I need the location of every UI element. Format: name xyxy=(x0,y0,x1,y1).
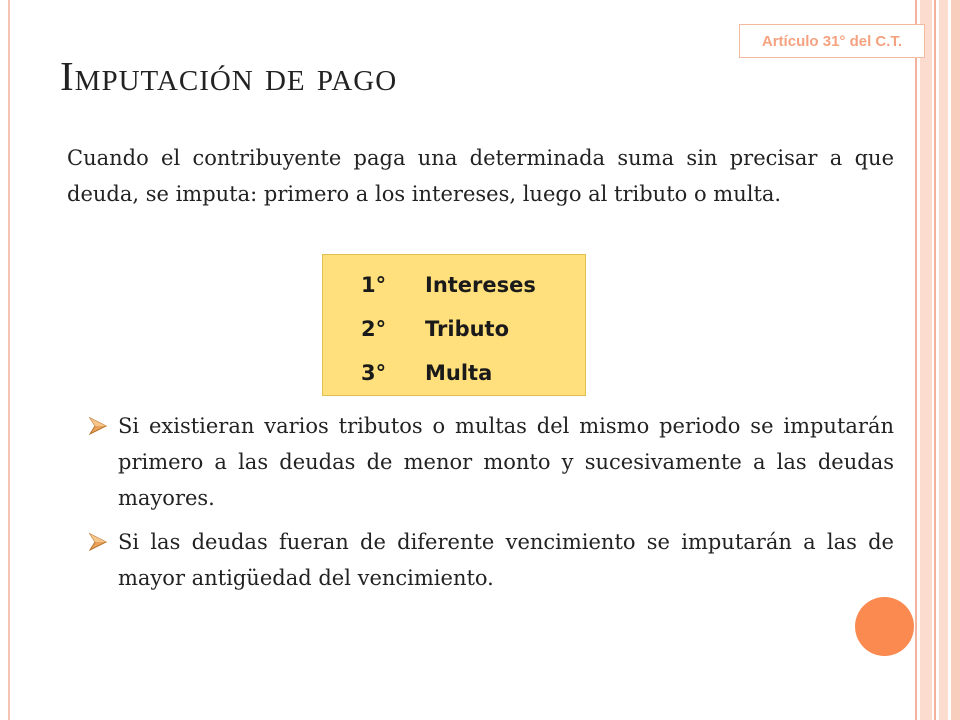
bullet-text: Si las deudas fueran de diferente vencimiento se imputarán a las de mayor antigüedad del vencimiento. xyxy=(118,530,894,590)
decorative-stripes xyxy=(915,0,960,720)
intro-paragraph: Cuando el contribuyente paga una determinada suma sin precisar a que deuda, se imputa: primero a los intereses, luego al tributo o multa. xyxy=(67,146,894,206)
priority-label: Tributo xyxy=(425,317,510,341)
priority-box xyxy=(322,254,586,396)
left-border-line xyxy=(8,0,10,720)
bullet-item xyxy=(86,524,894,596)
arrow-bullet-icon xyxy=(88,416,108,436)
priority-rank: 1° xyxy=(361,273,387,297)
priority-row xyxy=(323,351,585,395)
priority-row xyxy=(323,263,585,307)
priority-rank: 2° xyxy=(361,317,387,341)
stripe xyxy=(934,0,936,720)
priority-label: Multa xyxy=(425,361,493,385)
stripe xyxy=(951,0,960,720)
bullet-item xyxy=(86,408,894,516)
bullet-text: Si existieran varios tributos o multas del mismo periodo se imputarán primero a las deudas de menor monto y sucesivamente a las deudas mayores. xyxy=(118,414,894,510)
article-reference-badge: Artículo 31° del C.T. xyxy=(739,24,925,58)
slide-title: Imputación de pago xyxy=(60,53,398,99)
bullet-list xyxy=(86,408,894,604)
decorative-circle xyxy=(855,597,914,656)
priority-label: Intereses xyxy=(425,273,536,297)
stripe xyxy=(915,0,917,720)
stripe xyxy=(920,0,932,720)
arrow-bullet-icon xyxy=(88,532,108,552)
stripe xyxy=(939,0,948,720)
priority-row xyxy=(323,307,585,351)
priority-rank: 3° xyxy=(361,361,387,385)
